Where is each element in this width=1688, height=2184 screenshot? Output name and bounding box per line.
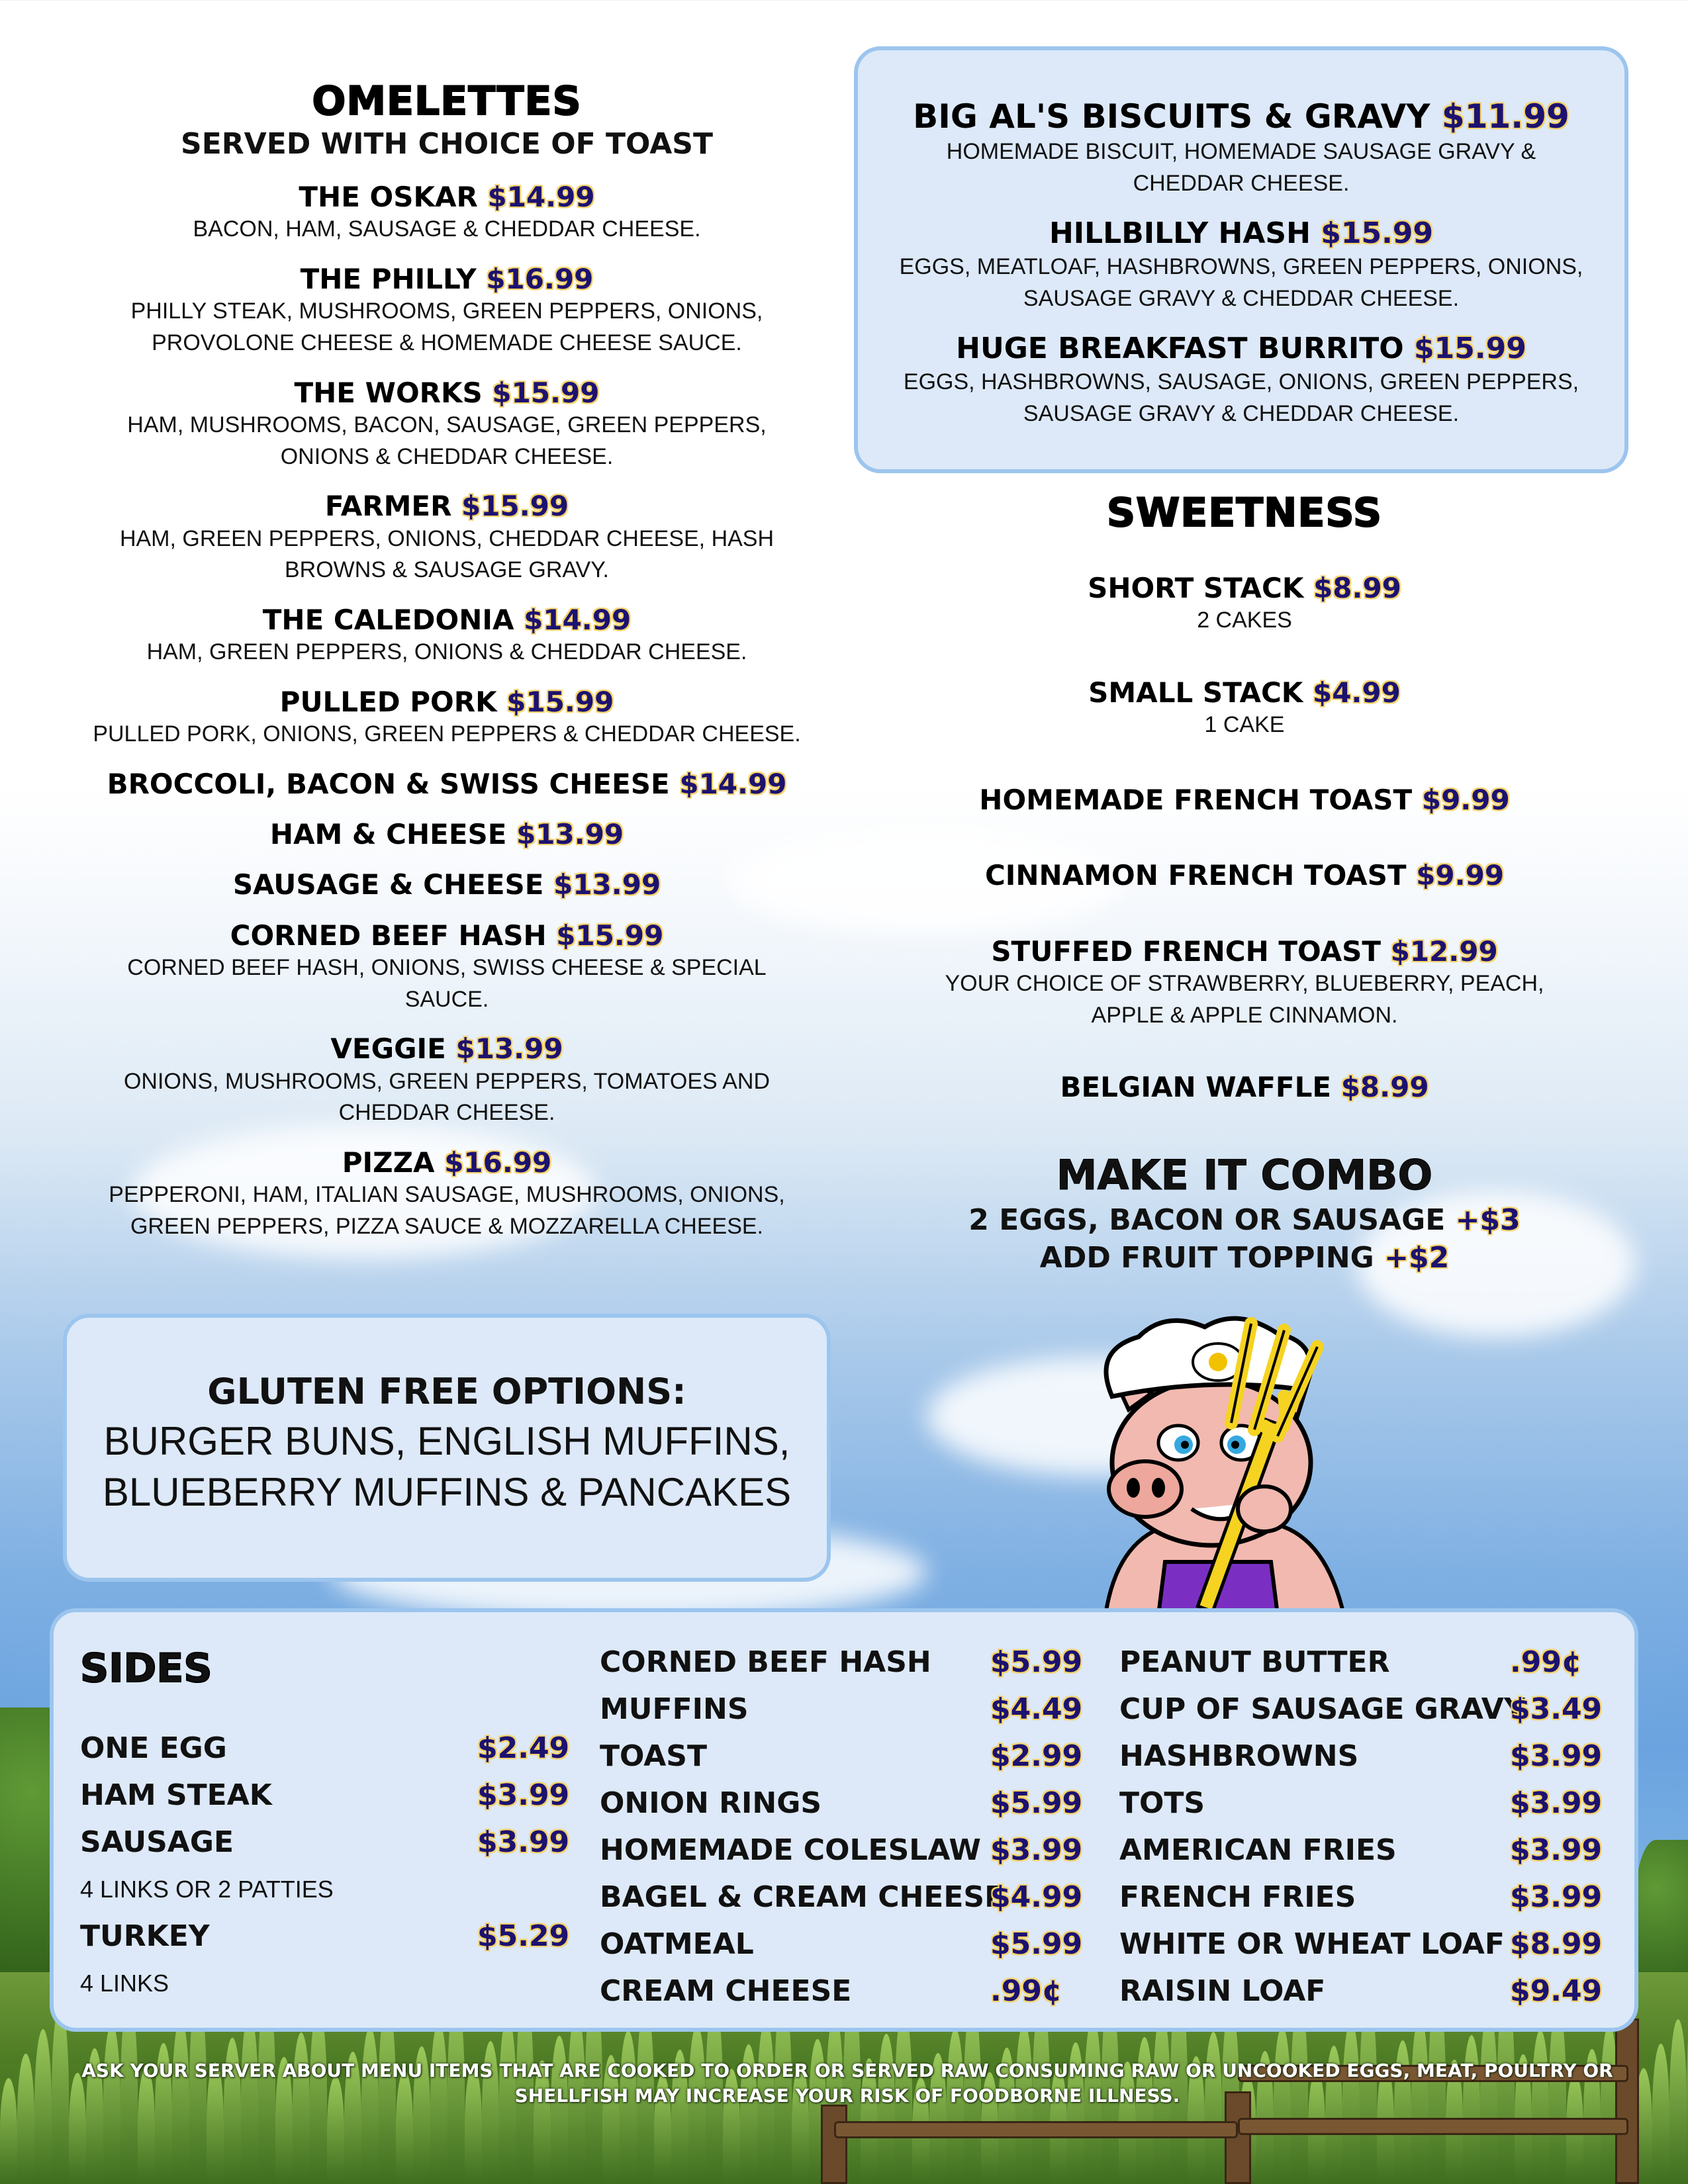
side-item-name: TURKEY	[80, 1919, 210, 1953]
menu-item-title	[46, 181, 847, 214]
menu-item-title	[861, 572, 1628, 605]
menu-item-title	[46, 919, 847, 952]
side-item-name: TOAST	[600, 1739, 707, 1773]
specials-list	[858, 97, 1624, 430]
side-item-price: $2.99	[990, 1739, 1083, 1773]
menu-item-title	[861, 1071, 1628, 1104]
chef-pig-with-pitchfork-icon	[1066, 1310, 1377, 1615]
side-item	[80, 1913, 610, 1960]
side-item-name: OATMEAL	[600, 1927, 754, 1961]
side-item-name: TOTS	[1119, 1786, 1205, 1820]
side-note: 4 LINKS OR 2 PATTIES	[80, 1876, 334, 1903]
food-safety-disclaimer: ASK YOUR SERVER ABOUT MENU ITEMS THAT ARE COOKED TO ORDER OR SERVED RAW CONSUMING RAW OR UNCOOKED EGGS, MEAT, POULTRY OR SHELLFISH MAY INCREASE YOUR RISK OF FOODBORNE ILLNESS.	[81, 2060, 1613, 2107]
menu-item-price: $12.99	[1390, 934, 1498, 968]
side-item-price: .99¢	[990, 1974, 1062, 2008]
menu-item-name: SAUSAGE & CHEESE	[232, 868, 544, 901]
menu-item-name: SMALL STACK	[1088, 676, 1303, 709]
menu-item-title	[858, 216, 1624, 251]
sides-column-3	[1119, 1639, 1636, 2015]
menu-item-price: $13.99	[553, 868, 661, 901]
menu-item-description: HAM, GREEN PEPPERS, ONIONS & CHEDDAR CHEESE.	[146, 639, 747, 665]
menu-item-name: HOMEMADE FRENCH TOAST	[979, 783, 1413, 816]
omelettes-title: OMELETTES	[312, 78, 582, 124]
side-item-name: RAISIN LOAF	[1119, 1974, 1326, 2008]
menu-item-description: HOMEMADE BISCUIT, HOMEMADE SAUSAGE GRAVY & CHEDDAR CHEESE.	[946, 139, 1536, 196]
menu-item	[46, 1146, 847, 1243]
menu-item-title	[46, 263, 847, 296]
menu-item-price: $8.99	[1340, 1071, 1429, 1104]
menu-item-description: CORNED BEEF HASH, ONIONS, SWISS CHEESE & SPECIAL SAUCE.	[127, 955, 767, 1012]
menu-item-title	[46, 1032, 847, 1066]
side-item-price: $4.49	[990, 1692, 1083, 1726]
menu-item-price: $15.99	[492, 376, 600, 409]
side-item	[1119, 1686, 1636, 1733]
side-item	[600, 1827, 1129, 1874]
menu-item	[46, 490, 847, 586]
corn-stalk	[17, 2054, 34, 2184]
combo-line-fruit	[861, 1241, 1628, 1275]
menu-item-description: YOUR CHOICE OF STRAWBERRY, BLUEBERRY, PEACH, APPLE & APPLE CINNAMON.	[945, 971, 1544, 1028]
menu-item	[46, 181, 847, 246]
side-item-price: $3.99	[1510, 1880, 1603, 1914]
menu-item	[861, 1071, 1628, 1104]
side-item	[600, 1968, 1129, 2015]
side-item-name: CUP OF SAUSAGE GRAVY	[1119, 1692, 1525, 1726]
side-item	[80, 1772, 610, 1819]
side-item	[600, 1874, 1129, 1921]
menu-item-title	[858, 97, 1624, 136]
side-item-name: CORNED BEEF HASH	[600, 1645, 931, 1679]
side-item	[1119, 1780, 1636, 1827]
menu-item-title	[46, 1146, 847, 1179]
menu-item-description: BACON, HAM, SAUSAGE & CHEDDAR CHEESE.	[193, 216, 701, 242]
side-item-name: MUFFINS	[600, 1692, 749, 1726]
gluten-free-line-2: BLUEBERRY MUFFINS & PANCAKES	[102, 1469, 792, 1514]
menu-item-title	[861, 935, 1628, 968]
side-item-price: $3.49	[1510, 1692, 1603, 1726]
menu-item-price: $4.99	[1312, 676, 1401, 709]
menu-item-name: CINNAMON FRENCH TOAST	[984, 859, 1407, 892]
menu-item	[46, 768, 847, 801]
combo-line-eggs	[861, 1203, 1628, 1237]
side-item-price: $3.99	[477, 1825, 570, 1859]
menu-item-price: $13.99	[455, 1032, 563, 1066]
menu-item-name: HAM & CHEESE	[269, 818, 507, 851]
menu-item-price: $16.99	[444, 1146, 552, 1179]
menu-item	[46, 868, 847, 901]
menu-item-title	[46, 490, 847, 523]
corn-stalk	[1669, 2019, 1687, 2184]
menu-item-description: PULLED PORK, ONIONS, GREEN PEPPERS & CHEDDAR CHEESE.	[93, 721, 801, 747]
menu-item-description: 1 CAKE	[1204, 712, 1285, 738]
side-item	[1119, 1921, 1636, 1968]
menu-item	[46, 818, 847, 851]
menu-item	[46, 263, 847, 359]
menu-item-price: $15.99	[506, 685, 614, 718]
menu-item-name: STUFFED FRENCH TOAST	[991, 934, 1381, 968]
side-item-name: CREAM CHEESE	[600, 1974, 852, 2008]
menu-item-title	[858, 332, 1624, 367]
menu-item-name: FARMER	[324, 490, 452, 523]
side-item-price: $3.99	[477, 1778, 570, 1812]
side-item	[600, 1921, 1129, 1968]
menu-item-price: $9.99	[1421, 783, 1510, 816]
menu-item	[46, 919, 847, 1016]
menu-item-title	[861, 676, 1628, 709]
side-item	[80, 1725, 610, 1772]
menu-item	[861, 572, 1628, 637]
side-item	[600, 1639, 1129, 1686]
side-item-name: SAUSAGE	[80, 1825, 234, 1859]
menu-item-price: $11.99	[1441, 97, 1570, 136]
side-item-price: $3.99	[990, 1833, 1083, 1867]
menu-item-title	[861, 784, 1628, 817]
side-item-name: FRENCH FRIES	[1119, 1880, 1356, 1914]
sides-box	[50, 1608, 1638, 2032]
menu-item-name: VEGGIE	[330, 1032, 446, 1066]
side-item	[600, 1733, 1129, 1780]
side-item	[80, 1819, 610, 1866]
menu-item-price: $15.99	[461, 490, 569, 523]
omelette-list	[46, 181, 847, 1243]
side-item-price: $3.99	[1510, 1833, 1603, 1867]
side-item-name: HAM STEAK	[80, 1778, 272, 1812]
menu-item	[861, 859, 1628, 892]
menu-item-description: PHILLY STEAK, MUSHROOMS, GREEN PEPPERS, ONIONS, PROVOLONE CHEESE & HOMEMADE CHEESE SAUCE.	[130, 298, 763, 355]
side-item	[1119, 1827, 1636, 1874]
menu-item-name: HUGE BREAKFAST BURRITO	[956, 332, 1404, 366]
side-item-price: $4.99	[990, 1880, 1083, 1914]
menu-item-title	[46, 604, 847, 637]
side-item-price: $3.99	[1510, 1739, 1603, 1773]
side-item-price: $5.99	[990, 1786, 1083, 1820]
menu-item-name: THE PHILLY	[300, 262, 477, 295]
side-item-name: WHITE OR WHEAT LOAF	[1119, 1927, 1505, 1961]
menu-item-name: SHORT STACK	[1088, 572, 1304, 604]
combo-eggs-price: +$3	[1455, 1203, 1521, 1237]
menu-item-description: HAM, MUSHROOMS, BACON, SAUSAGE, GREEN PEPPERS, ONIONS & CHEDDAR CHEESE.	[127, 412, 767, 469]
menu-item	[858, 216, 1624, 314]
sides-column-1	[80, 1725, 610, 2007]
side-item	[1119, 1968, 1636, 2015]
corn-stalk	[1463, 2035, 1480, 2184]
menu-item-description: EGGS, HASHBROWNS, SAUSAGE, ONIONS, GREEN PEPPERS, SAUSAGE GRAVY & CHEDDAR CHEESE.	[903, 369, 1579, 426]
menu-item-price: $9.99	[1416, 859, 1505, 892]
menu-item-title	[46, 377, 847, 410]
menu-item-title	[46, 818, 847, 851]
menu-item-price: $15.99	[556, 919, 664, 952]
side-item-price: $9.49	[1510, 1974, 1603, 2008]
menu-item	[46, 377, 847, 473]
sweetness-list	[861, 572, 1628, 1105]
side-item-name: ONE EGG	[80, 1731, 227, 1765]
menu-item-name: THE WORKS	[294, 376, 483, 409]
omelettes-subtitle: SERVED WITH CHOICE OF TOAST	[181, 127, 713, 161]
menu-item-price: $14.99	[487, 181, 595, 213]
menu-item-name: THE CALEDONIA	[262, 603, 514, 636]
menu-item	[46, 686, 847, 751]
menu-item	[858, 97, 1624, 199]
menu-item-name: BELGIAN WAFFLE	[1060, 1071, 1332, 1104]
sides-title: SIDES	[80, 1645, 212, 1692]
menu-item-name: PULLED PORK	[279, 685, 497, 718]
menu-item-price: $16.99	[486, 262, 594, 295]
menu-item-description: 2 CAKES	[1197, 608, 1292, 633]
side-item-name: PEANUT BUTTER	[1119, 1645, 1390, 1679]
corn-stalk	[878, 2034, 895, 2184]
menu-item	[861, 784, 1628, 817]
menu-item-description: EGGS, MEATLOAF, HASHBROWNS, GREEN PEPPERS, ONIONS, SAUSAGE GRAVY & CHEDDAR CHEESE.	[899, 253, 1583, 311]
menu-item	[858, 332, 1624, 430]
sweetness-title: SWEETNESS	[1106, 490, 1383, 536]
menu-item-description: HAM, GREEN PEPPERS, ONIONS, CHEDDAR CHEESE, HASH BROWNS & SAUSAGE GRAVY.	[119, 525, 774, 583]
gluten-free-title: GLUTEN FREE OPTIONS:	[207, 1371, 686, 1412]
side-item	[600, 1686, 1129, 1733]
sides-column-2	[600, 1639, 1129, 2015]
side-item	[1119, 1639, 1636, 1686]
side-item-price: .99¢	[1510, 1645, 1582, 1679]
gluten-free-line-1: BURGER BUNS, ENGLISH MUFFINS,	[103, 1419, 790, 1463]
combo-title: MAKE IT COMBO	[1056, 1150, 1433, 1199]
fence-post	[821, 2105, 847, 2184]
corn-stalk	[1652, 2044, 1669, 2184]
sweetness-section	[861, 490, 1628, 1275]
menu-item	[861, 935, 1628, 1032]
menu-item-price: $15.99	[1414, 332, 1526, 366]
menu-item-name: BROCCOLI, BACON & SWISS CHEESE	[107, 767, 670, 800]
menu-item-price: $14.99	[679, 767, 787, 800]
menu-item	[46, 604, 847, 668]
omelettes-section	[46, 78, 847, 1243]
specials-box	[854, 46, 1628, 473]
side-item-name: HOMEMADE COLESLAW	[600, 1833, 981, 1867]
side-item-name: HASHBROWNS	[1119, 1739, 1359, 1773]
combo-fruit-label: ADD FRUIT TOPPING	[1039, 1240, 1374, 1275]
menu-item-title	[46, 868, 847, 901]
menu-item	[861, 676, 1628, 741]
fence-rail	[1238, 2118, 1628, 2135]
menu-item-title	[861, 859, 1628, 892]
combo-fruit-price: +$2	[1384, 1240, 1450, 1275]
menu-item-name: CORNED BEEF HASH	[230, 919, 547, 952]
menu-item	[46, 1032, 847, 1129]
menu-item-price: $14.99	[524, 603, 632, 636]
side-item-price: $5.99	[990, 1645, 1083, 1679]
side-item-price: $5.99	[990, 1927, 1083, 1961]
menu-item-price: $13.99	[516, 818, 624, 851]
menu-item-description: PEPPERONI, HAM, ITALIAN SAUSAGE, MUSHROOMS, ONIONS, GREEN PEPPERS, PIZZA SAUCE & MOZZARELLA CHEESE.	[109, 1182, 785, 1239]
side-item-price: $2.49	[477, 1731, 570, 1765]
menu-item-description: ONIONS, MUSHROOMS, GREEN PEPPERS, TOMATOES AND CHEDDAR CHEESE.	[123, 1068, 771, 1126]
menu-item-price: $8.99	[1313, 572, 1401, 604]
menu-item-name: HILLBILLY HASH	[1049, 216, 1311, 251]
menu-item-title	[46, 686, 847, 719]
combo-eggs-label: 2 EGGS, BACON OR SAUSAGE	[968, 1203, 1446, 1237]
menu-item-price: $15.99	[1321, 216, 1434, 251]
corn-stalk	[0, 2078, 17, 2184]
side-item	[1119, 1733, 1636, 1780]
side-item-price: $5.29	[477, 1919, 570, 1953]
combo-section	[861, 1151, 1628, 1275]
side-item-price: $3.99	[1510, 1786, 1603, 1820]
corn-stalk	[34, 2029, 52, 2184]
menu-item-title	[46, 768, 847, 801]
side-note: 4 LINKS	[80, 1970, 169, 1997]
side-item-name: BAGEL & CREAM CHEESE	[600, 1880, 1005, 1914]
menu-item-name: PIZZA	[342, 1146, 435, 1179]
side-item	[1119, 1874, 1636, 1921]
side-item-name: ONION RINGS	[600, 1786, 822, 1820]
side-item-price: $8.99	[1510, 1927, 1603, 1961]
menu-item-name: THE OSKAR	[299, 181, 478, 213]
gluten-free-box	[63, 1314, 831, 1582]
menu-item-name: BIG AL'S BISCUITS & GRAVY	[913, 97, 1430, 136]
side-item	[600, 1780, 1129, 1827]
side-item-name: AMERICAN FRIES	[1119, 1833, 1397, 1867]
fence-rail	[834, 2121, 1238, 2138]
